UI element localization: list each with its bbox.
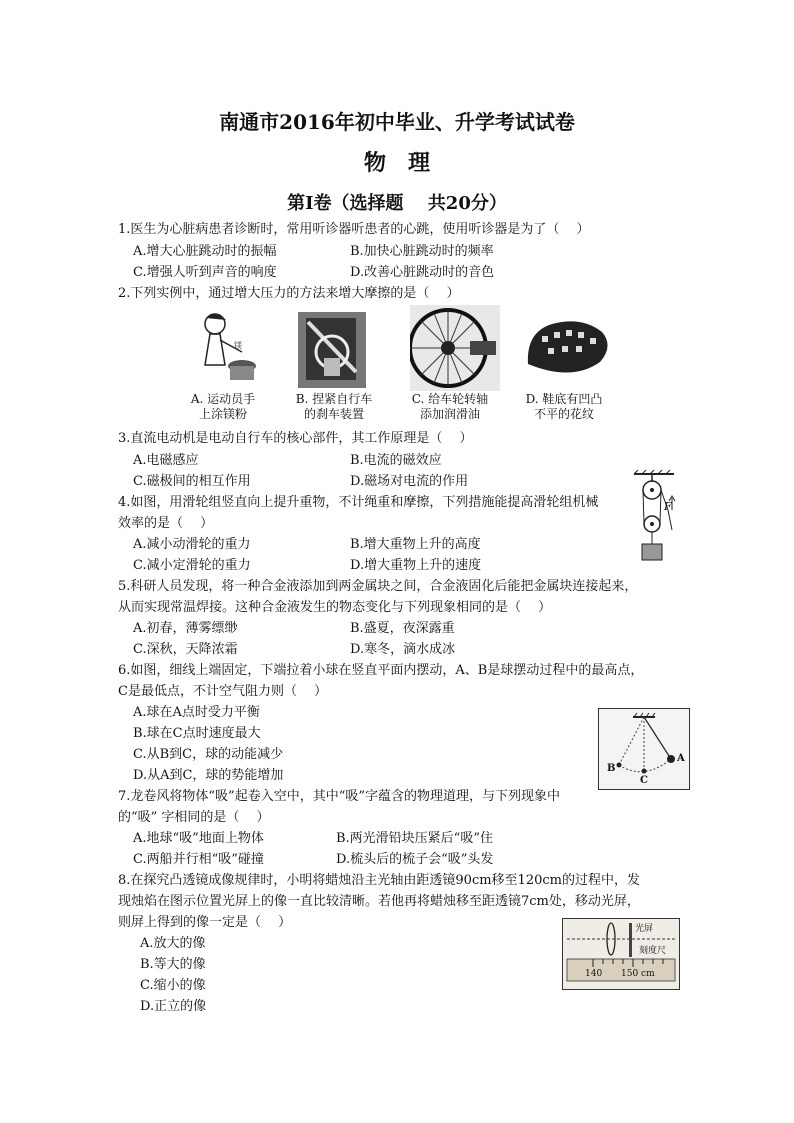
bike-brake-figure [298,312,366,388]
section-title: 第Ⅰ卷（选择题 共20分） [287,193,507,214]
lens-screen-label: 光屏 [635,924,654,934]
question-8-stem-line1: 8.在探究凸透镜成像规律时，小明将蜡烛沿主光轴由距透镜90cm移至120cm的过程中，发 [118,873,640,888]
question-7-option-d: D.梳头后的梳子会“吸”头发 [336,852,494,867]
question-2-caption-b [284,392,384,422]
pendulum-label-c: C [640,775,648,786]
question-4-stem-line2: 效率的是（ ） [118,516,214,531]
question-1-option-c: C.增强人听到声音的响度 [133,265,277,280]
pendulum-label-a: A [677,753,685,764]
question-2-stem: 2.下列实例中，通过增大压力的方法来增大摩擦的是（ ） [118,286,460,301]
caption-b-line1: B. 捏紧自行车 [295,392,373,406]
subject-title: 物 理 [363,150,430,176]
shoe-sole-figure [522,312,612,384]
question-3-option-b: B.电流的磁效应 [350,453,442,468]
caption-d-line2: 不平的花纹 [533,407,594,421]
question-8-option-b: B.等大的像 [140,957,206,972]
pendulum-label-b: B [607,763,616,774]
caption-b-line2: 的刹车装置 [303,407,364,421]
question-7-stem-line2: 的“吸” 字相同的是（ ） [118,810,270,825]
caption-a-line2: 上涂镁粉 [198,407,247,421]
question-8-option-d: D.正立的像 [140,999,207,1014]
question-5-stem-line1: 5.科研人员发现，将一种合金液添加到两金属块之间，合金液固化后能把金属块连接起来， [118,579,638,594]
question-5-stem-line2: 从而实现常温焊接。这种合金液发生的物态变化与下列现象相同的是（ ） [118,600,552,615]
question-4-option-c: C.减小定滑轮的重力 [133,558,251,573]
question-1-option-d: D.改善心脏跳动时的音色 [350,265,495,280]
lens-bench-figure [562,918,680,990]
question-3-option-c: C.磁极间的相互作用 [133,474,251,489]
lens-ruler-label: 刻度尺 [639,946,667,956]
lens-tick-150: 150 cm [621,969,655,979]
wheel-axle-figure [410,305,500,391]
question-3-option-a: A.电磁感应 [133,453,199,468]
question-6-stem-line2: C是最低点，不计空气阻力则（ ） [118,684,328,699]
question-6-option-a: A.球在A点时受力平衡 [133,705,260,720]
question-1-stem: 1.医生为心脏病患者诊断时，常用听诊器听患者的心跳，使用听诊器是为了（ ） [118,222,590,237]
question-8-option-a: A.放大的像 [140,936,206,951]
question-5-option-d: D.寒冬，滴水成冰 [350,642,456,657]
question-1-option-a: A.增大心脏跳动时的振幅 [133,244,277,259]
question-7-option-c: C.两船并行相“吸”碰撞 [133,852,264,867]
question-5-option-b: B.盛夏，夜深露重 [350,621,455,636]
question-5-option-c: C.深秋，天降浓霜 [133,642,238,657]
question-2-caption-c [400,392,500,422]
question-4-option-a: A.减小动滑轮的重力 [133,537,251,552]
athlete-chalk-figure [190,310,260,388]
question-8-stem-line3: 则屏上得到的像一定是（ ） [118,915,292,930]
question-4-option-b: B.增大重物上升的高度 [350,537,481,552]
question-1-option-b: B.加快心脏跳动时的频率 [350,244,494,259]
question-8-stem-line2: 现烛焰在图示位置光屏上的像一直比较清晰。若他再将蜡烛移至距透镜7cm处，移动光屏， [118,894,640,909]
question-7-option-a: A.地球“吸”地面上物体 [133,831,264,846]
question-2-caption-a [178,392,268,422]
question-7-option-b: B.两光滑铅块压紧后“吸”住 [336,831,493,846]
pendulum-figure [598,708,690,790]
caption-c-line2: 添加润滑油 [419,407,480,421]
pulley-force-label: F [664,500,672,513]
caption-d-line1: D. 鞋底有凹凸 [525,392,603,406]
question-3-stem: 3.直流电动机是电动自行车的核心部件，其工作原理是（ ） [118,431,473,446]
svg-text:镁: 镁 [234,341,242,350]
exam-title: 南通市2016年初中毕业、升学考试试卷 [219,110,575,134]
question-8-option-c: C.缩小的像 [140,978,206,993]
question-5-option-a: A.初春，薄雾缥缈 [133,621,238,636]
question-6-option-c: C.从B到C，球的动能减少 [133,747,284,762]
pulley-system-figure [628,470,684,570]
lens-tick-140: 140 [585,969,603,979]
question-2-caption-d [514,392,614,422]
caption-c-line1: C. 给车轮转轴 [411,392,489,406]
question-6-option-b: B.球在C点时速度最大 [133,726,261,741]
question-6-option-d: D.从A到C，球的势能增加 [133,768,284,783]
question-6-stem-line1: 6.如图，细线上端固定，下端拉着小球在竖直平面内摆动，A、B是球摆动过程中的最高点， [118,663,644,678]
caption-a-line1: A. 运动员手 [190,392,256,406]
question-7-stem-line1: 7.龙卷风将物体“吸”起卷入空中，其中“吸”字蕴含的物理道理，与下列现象中 [118,789,560,804]
question-4-stem-line1: 4.如图，用滑轮组竖直向上提升重物，不计绳重和摩擦，下列措施能提高滑轮组机械 [118,495,599,510]
question-3-option-d: D.磁场对电流的作用 [350,474,469,489]
question-4-option-d: D.增大重物上升的速度 [350,558,482,573]
